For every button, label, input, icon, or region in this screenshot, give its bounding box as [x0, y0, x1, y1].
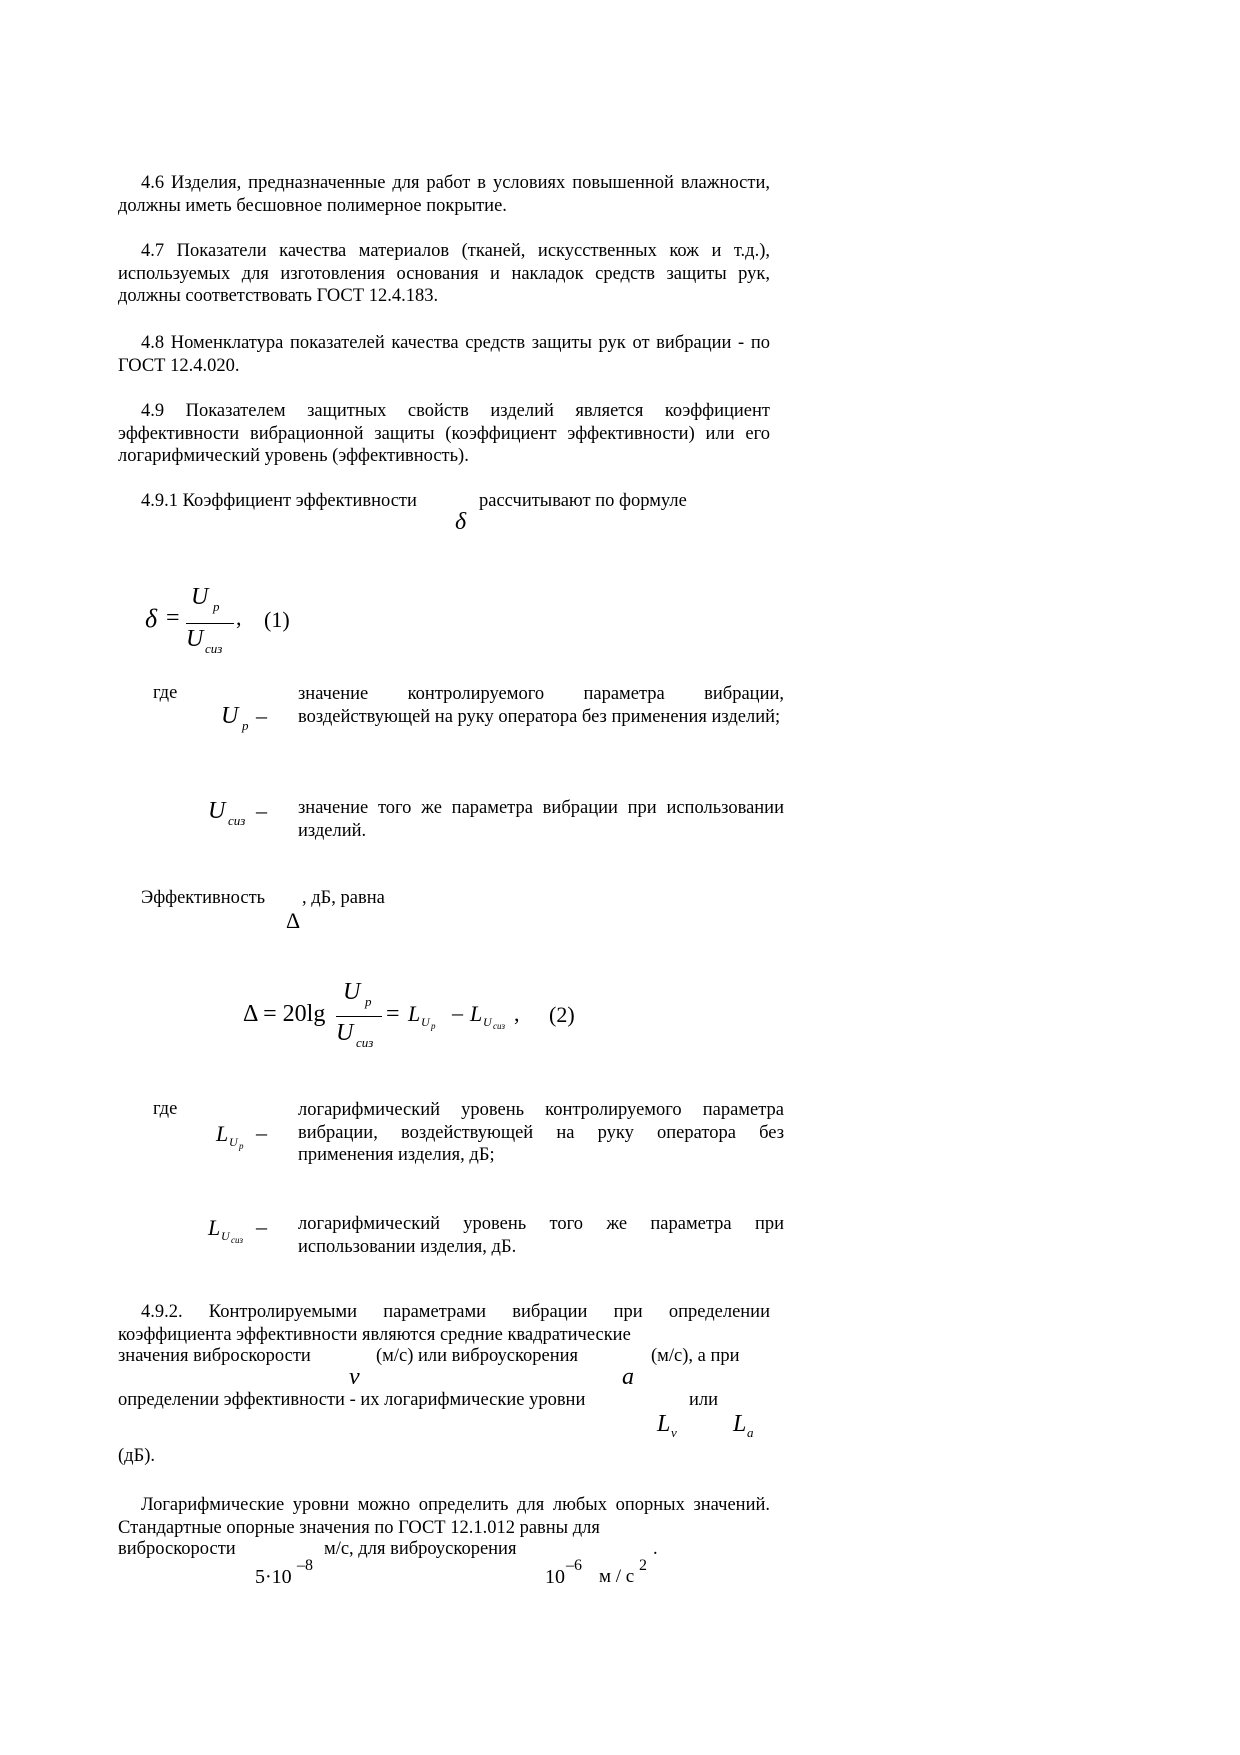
formula-2-equals: =: [386, 1001, 400, 1027]
delta-symbol-inline: δ: [455, 509, 467, 535]
formula-2-L1-subsub: р: [431, 1021, 436, 1031]
reference-accel-exp: –6: [566, 1557, 582, 1574]
formula-2-L1-sub: U: [421, 1015, 430, 1029]
where2-sym2-sub: U: [221, 1229, 230, 1243]
where2-sym2-subsub: сиз: [231, 1235, 244, 1245]
formula-2-denominator-sub: сиз: [356, 1035, 374, 1050]
formula-1-equals: =: [166, 605, 180, 631]
where2-sym1-subsub: р: [239, 1141, 244, 1151]
paragraph-4-7-text: 4.7 Показатели качества материалов (тканей, искусственных кож и т.д.), используемых для изготовления основания и накладок средств защиты рук, должны соответствовать ГОСТ 12.4.183.: [118, 241, 770, 306]
where2-dash1: –: [256, 1120, 267, 1145]
formula-1-numerator: U: [191, 584, 209, 610]
where-label-1: где: [153, 683, 178, 703]
formula-1-fraction-bar: [186, 623, 234, 624]
p492-symbol-a: a: [622, 1364, 634, 1390]
formula-2-denominator: U: [336, 1020, 354, 1046]
formula-2-L2: L: [470, 1001, 483, 1026]
reference-accel-base: 10: [545, 1566, 565, 1588]
paragraph-4-9-text: 4.9 Показателем защитных свойств изделий является коэффициент эффективности вибрационной защиты (коэффициент эффективности) или его логарифмический уровень (эффективность).: [118, 401, 770, 466]
paragraph-4-9-2: [118, 1301, 770, 1346]
formula-2-number: (2): [549, 1002, 575, 1027]
where2-definition-2: логарифмический уровень того же параметра при использовании изделия, дБ.: [298, 1214, 784, 1257]
p-log-line3-a: виброскорости: [118, 1539, 236, 1559]
paragraph-4-6-text: 4.6 Изделия, предназначенные для работ в условиях повышенной влажности, должны иметь бесшовное полимерное покрытие.: [118, 173, 770, 216]
where2-sym1-sub: U: [229, 1135, 238, 1149]
formula-2-L2-subsub: сиз: [493, 1021, 506, 1031]
where1-definition-2: значение того же параметра вибрации при использовании изделий.: [298, 798, 784, 841]
where1-definition-1: значение контролируемого параметра вибрации, воздействующей на руку оператора без применения изделий;: [298, 684, 784, 727]
reference-velocity-base: 5·10: [255, 1566, 292, 1588]
p492-line3-a: значения виброскорости: [118, 1346, 311, 1366]
where2-dash2: –: [256, 1214, 267, 1239]
where2-definition-1: логарифмический уровень контролируемого параметра вибрации, воздействующей на руку оператора без применения изделия, дБ;: [298, 1100, 784, 1165]
reference-accel-unit: м / с: [599, 1566, 635, 1587]
where1-sym1: U: [221, 703, 239, 729]
formula-2-numerator-sub: р: [365, 994, 372, 1009]
where1-dash2: –: [256, 798, 267, 823]
formula-2-fraction-bar: [336, 1016, 382, 1017]
paragraph-4-9-1-a: 4.9.1 Коэффициент эффективности: [141, 491, 417, 511]
efficiency-unit-text: , дБ, равна: [302, 888, 385, 908]
where2-sym1: L: [216, 1121, 229, 1146]
formula-2-L1: L: [408, 1001, 421, 1026]
where2-sym2: L: [208, 1215, 221, 1240]
where1-dash1: –: [256, 703, 267, 728]
reference-velocity-exp: –8: [297, 1557, 313, 1574]
where1-sym1-sub: р: [242, 718, 249, 733]
p492-symbol-La-sub: a: [747, 1425, 754, 1440]
where-label-2: где: [153, 1099, 178, 1119]
formula-2-numerator: U: [343, 979, 361, 1005]
formula-1-numerator-sub: р: [213, 599, 220, 614]
p-log-line3-b: м/с, для виброускорения: [324, 1539, 517, 1559]
formula-2-comma: ,: [514, 1001, 520, 1026]
p492-line3-c: (м/с), а при: [651, 1346, 740, 1366]
formula-1-delta: δ: [145, 604, 158, 633]
formula-1-denominator-sub: сиз: [205, 641, 223, 656]
paragraph-4-6: [118, 172, 770, 217]
paragraph-4-8: [118, 332, 770, 377]
formula-2-minus: –: [452, 1000, 463, 1025]
p492-symbol-La: L: [733, 1411, 747, 1437]
where1-sym2: U: [208, 798, 226, 824]
paragraph-4-7: [118, 240, 770, 308]
reference-accel-unit-exp: 2: [639, 1557, 647, 1574]
paragraph-log-levels: [118, 1494, 770, 1539]
paragraph-4-9-1-b: рассчитывают по формуле: [479, 491, 687, 511]
p492-line4-a: определении эффективности - их логарифмические уровни: [118, 1390, 586, 1410]
p492-line3-b: (м/с) или виброускорения: [376, 1346, 579, 1366]
formula-2-L2-sub: U: [483, 1015, 492, 1029]
p492-symbol-Lv: L: [657, 1411, 671, 1437]
p492-line5: (дБ).: [118, 1446, 155, 1466]
paragraph-4-9-2-text: 4.9.2. Контролируемыми параметрами вибрации при определении коэффициента эффективности являются средние квадратические: [118, 1302, 770, 1345]
p492-symbol-Lv-sub: v: [671, 1425, 677, 1440]
paragraph-4-8-text: 4.8 Номенклатура показателей качества средств защиты рук от вибрации - по ГОСТ 12.4.020.: [118, 333, 770, 376]
formula-1-comma: ,: [236, 605, 242, 630]
p492-line4-b: или: [689, 1390, 719, 1410]
efficiency-label: Эффективность: [141, 888, 266, 908]
paragraph-4-9: [118, 400, 770, 468]
p-log-line3-c: .: [653, 1539, 658, 1559]
formula-2-lhs: Δ = 20lg: [243, 1001, 326, 1027]
efficiency-delta-symbol: Δ: [286, 908, 301, 933]
p492-symbol-v: v: [349, 1364, 360, 1390]
where1-sym2-sub: сиз: [228, 813, 246, 828]
formula-1-number: (1): [264, 607, 290, 632]
paragraph-log-levels-text: Логарифмические уровни можно определить для любых опорных значений. Стандартные опорные значения по ГОСТ 12.1.012 равны для: [118, 1495, 770, 1538]
formula-1-denominator: U: [186, 626, 204, 652]
